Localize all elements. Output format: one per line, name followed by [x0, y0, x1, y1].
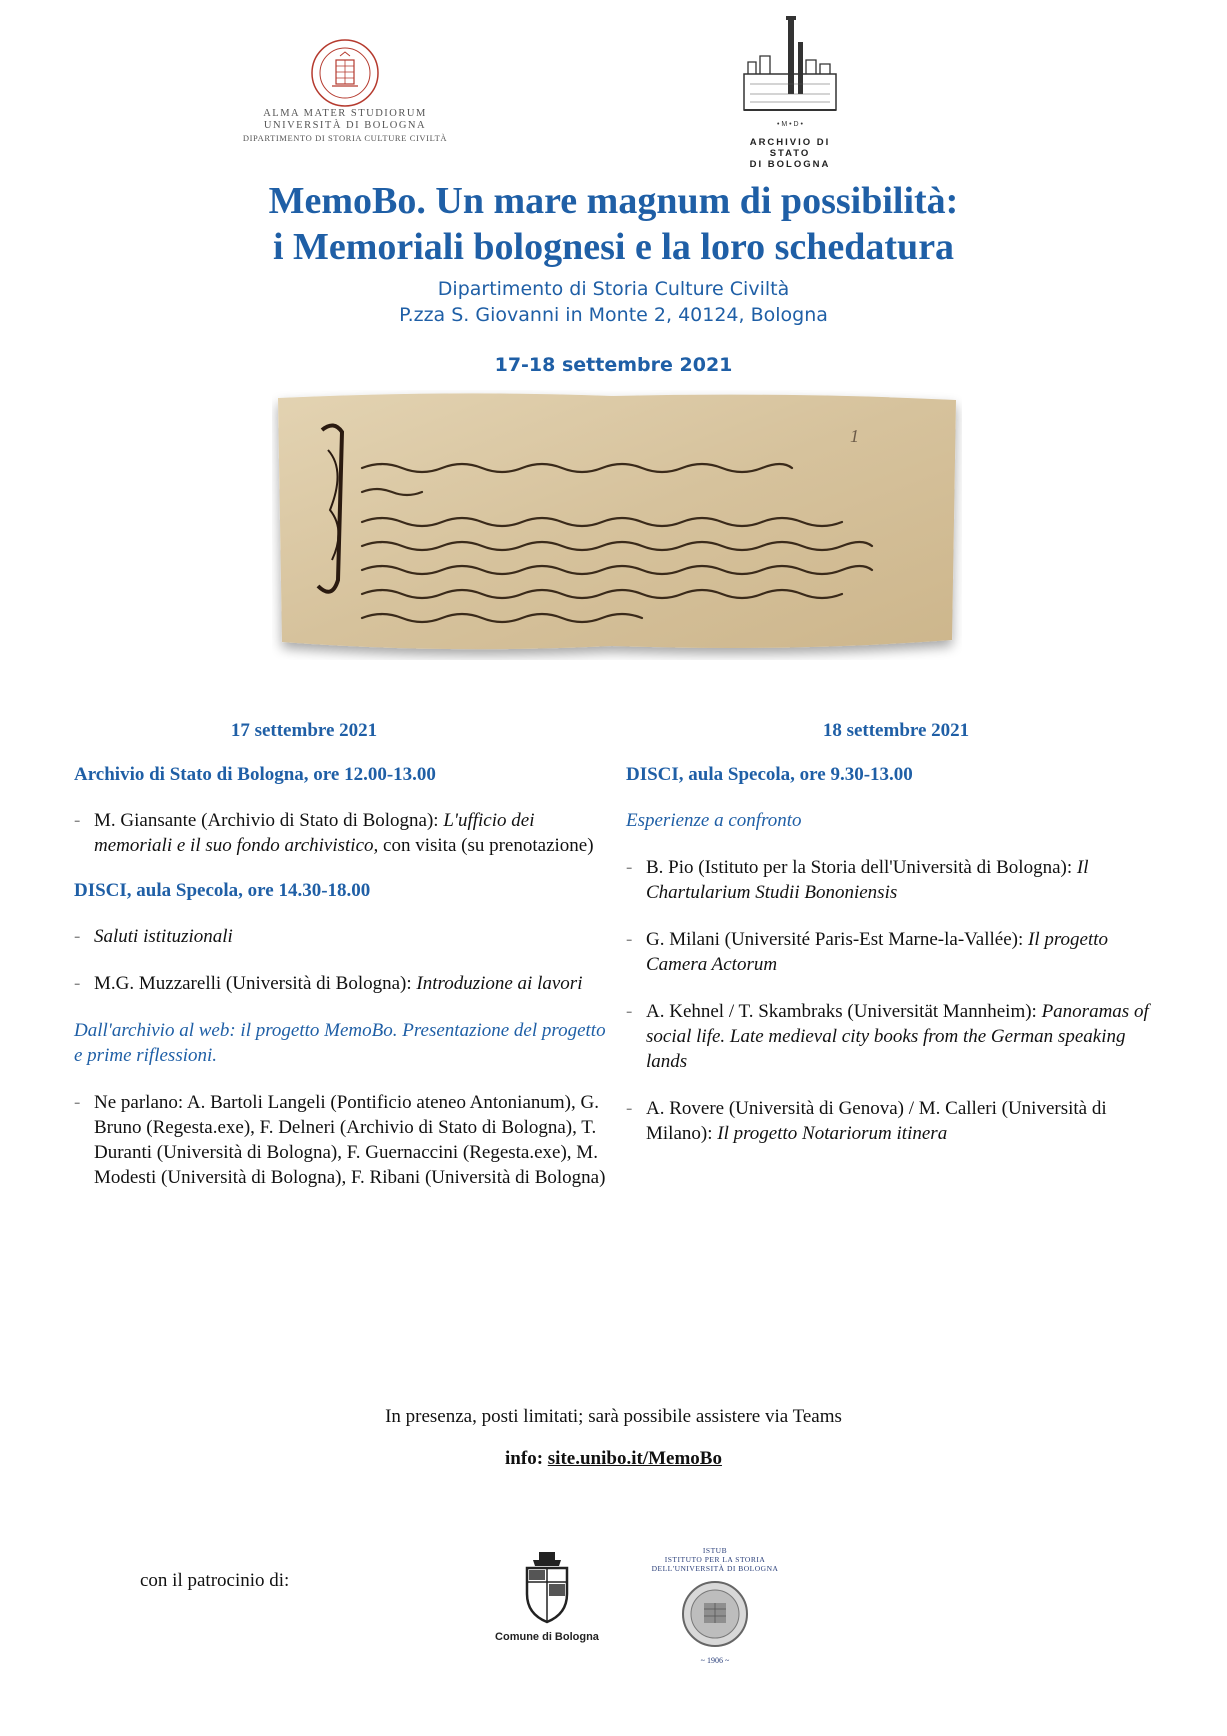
speaker: M.G. Muzzarelli (Università di Bologna):	[94, 973, 417, 994]
talk-title: Panoramas of social life. Late medieval city books from the German speaking lands	[646, 1001, 1149, 1072]
bullet-dash-icon: -	[626, 857, 633, 878]
unibo-line-3: DIPARTIMENTO DI STORIA CULTURE CIVILTÀ	[242, 133, 448, 143]
talk-note: con visita (su prenotazione)	[378, 835, 594, 856]
day1-session2-item2	[74, 971, 606, 996]
unibo-line-1: ALMA MATER STUDIORUM	[263, 108, 427, 119]
page-title	[0, 178, 1227, 270]
day1-session1-heading: Archivio di Stato di Bologna, ore 12.00-13.00	[74, 764, 436, 785]
speaker: M. Giansante (Archivio di Stato di Bologna):	[94, 810, 444, 831]
manuscript-image	[272, 390, 962, 660]
talk-title: Introduzione ai lavori	[416, 973, 583, 994]
talk-title: Il progetto Notariorum itinera	[717, 1123, 948, 1144]
istub-year: ~ 1906 ~	[700, 1656, 730, 1665]
day2-session1-heading: DISCI, aula Specola, ore 9.30-13.00	[626, 764, 913, 785]
speaker: A. Rovere (Università di Genova) / M. Calleri (Università di Milano):	[646, 1098, 1107, 1144]
title-line-2: i Memoriali bolognesi e la loro schedatura	[272, 226, 955, 268]
info-line	[0, 1448, 1227, 1470]
talk-title: Il Chartularium Studii Bononiensis	[646, 857, 1089, 903]
info-link[interactable]: site.unibo.it/MemoBo	[547, 1448, 722, 1469]
speaker: G. Milani (Université Paris-Est Marne-la-Vallée):	[646, 929, 1028, 950]
svg-text:• M • D •: • M • D •	[776, 121, 804, 128]
day1-session2-subheading: Dall'archivio al web: il progetto MemoBo. Presentazione del progetto e prime riflessioni.	[74, 1020, 606, 1066]
venue-line-1: Dipartimento di Storia Culture Civiltà	[437, 278, 790, 300]
bullet-dash-icon: -	[626, 929, 633, 950]
istub-line-1: ISTUB	[702, 1546, 728, 1555]
speaker: A. Kehnel / T. Skambraks (Universität Mannheim):	[646, 1001, 1042, 1022]
istub-logo	[650, 1546, 780, 1665]
venue-line-2: P.zza S. Giovanni in Monte 2, 40124, Bologna	[399, 304, 828, 326]
bullet-dash-icon: -	[74, 810, 81, 831]
day1-session2-heading: DISCI, aula Specola, ore 14.30-18.00	[74, 880, 371, 901]
folio-number: 1	[850, 426, 859, 446]
venue-address	[0, 276, 1227, 328]
patronage-label: con il patrocinio di:	[140, 1570, 290, 1591]
day2-item-1	[626, 855, 1166, 905]
title-line-1: MemoBo. Un mare magnum di possibilità:	[268, 180, 959, 222]
bullet-dash-icon: -	[74, 973, 81, 994]
unibo-logo	[240, 38, 450, 144]
speaker: B. Pio (Istituto per la Storia dell'Università di Bologna):	[646, 857, 1077, 878]
istub-line-2: ISTITUTO PER LA STORIA	[664, 1555, 766, 1564]
bullet-dash-icon: -	[626, 1001, 633, 1022]
day2-heading: 18 settembre 2021	[822, 720, 970, 741]
bullet-dash-icon: -	[626, 1098, 633, 1119]
comune-name: Comune di Bologna	[495, 1631, 599, 1643]
talk-title: L'ufficio dei memoriali e il suo fondo archivistico,	[94, 810, 535, 856]
day2-item-3	[626, 999, 1166, 1074]
speakers-list: Ne parlano: A. Bartoli Langeli (Pontificio ateneo Antonianum), G. Bruno (Regesta.exe), F. Delneri (Archivio di Stato di Bologna), T. Duranti (Università di Bologna), F. Guernaccini (Regesta.exe), M. Modesti (Università di Bologna), F. Ribani (Università di Bologna)	[94, 1092, 606, 1188]
day1-heading: 17 settembre 2021	[230, 720, 378, 741]
talk-title: Il progetto Camera Actorum	[646, 929, 1109, 975]
istub-line-3: DELL'UNIVERSITÀ DI BOLOGNA	[651, 1564, 779, 1573]
day2-item-2	[626, 927, 1166, 977]
day1-session2-item1	[74, 924, 606, 949]
attendance-notice: In presenza, posti limitati; sarà possibile assistere via Teams	[385, 1406, 842, 1427]
unibo-seal-icon	[310, 38, 380, 108]
comune-crest-icon	[517, 1548, 577, 1626]
archivio-line-2: DI BOLOGNA	[749, 159, 831, 170]
unibo-line-2: UNIVERSITÀ DI BOLOGNA	[263, 120, 427, 131]
bullet-dash-icon: -	[74, 926, 81, 947]
istub-seal-icon	[680, 1579, 750, 1649]
archivio-logo	[740, 14, 840, 170]
day2-column	[626, 720, 1166, 1146]
archivio-towers-icon	[740, 14, 840, 132]
day2-session1-subheading: Esperienze a confronto	[626, 810, 802, 831]
day1-column	[74, 720, 606, 1212]
archivio-line-1: ARCHIVIO DI STATO	[749, 137, 831, 159]
info-label: info:	[505, 1448, 548, 1469]
bullet-dash-icon: -	[74, 1092, 81, 1113]
day2-item-4	[626, 1096, 1166, 1146]
talk-title: Saluti istituzionali	[94, 926, 233, 947]
event-dates: 17-18 settembre 2021	[494, 354, 733, 376]
day1-session2-item3	[74, 1090, 606, 1190]
comune-logo	[492, 1548, 602, 1643]
day1-session1-item	[74, 808, 606, 858]
